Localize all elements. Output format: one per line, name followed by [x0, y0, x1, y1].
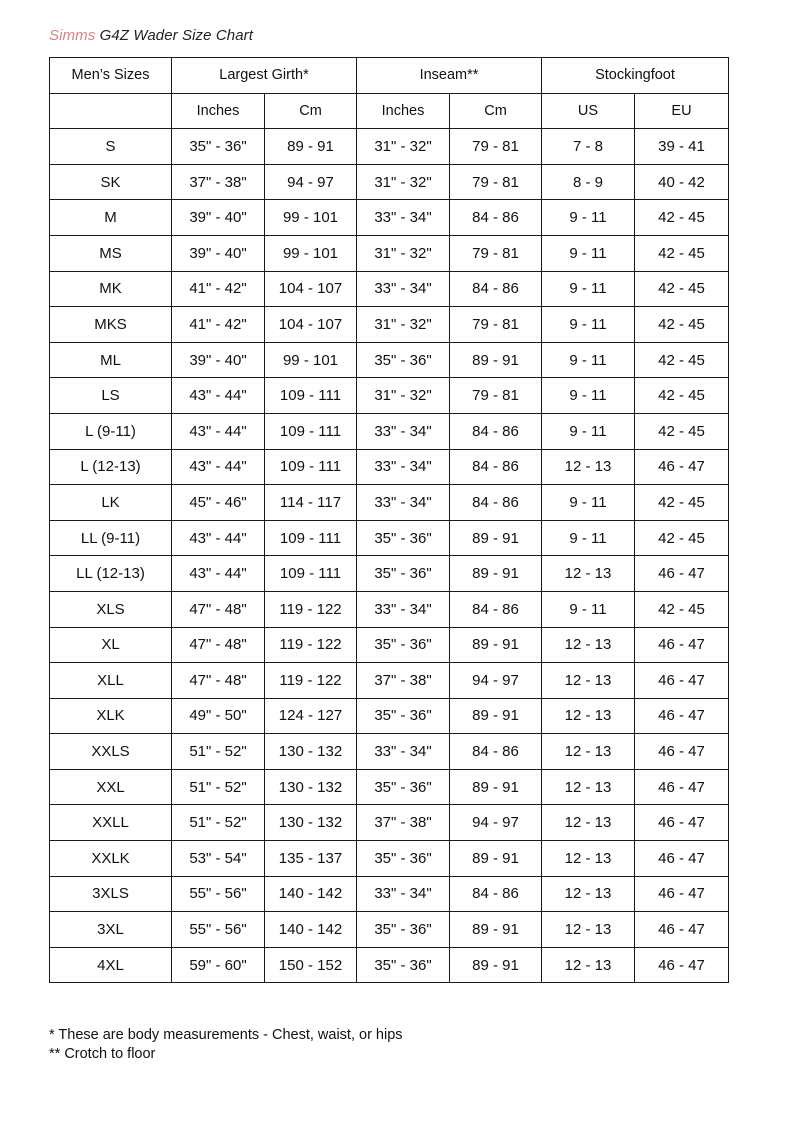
- cell-size: XL: [50, 627, 172, 663]
- table-row: [50, 841, 729, 877]
- table-row: [50, 876, 729, 912]
- cell-inseam-cm: 89 - 91: [450, 556, 542, 592]
- sub-header-row: [50, 93, 729, 129]
- cell-girth-inches: 43" - 44": [172, 449, 265, 485]
- cell-size: MKS: [50, 307, 172, 343]
- cell-girth-inches: 47" - 48": [172, 627, 265, 663]
- cell-girth-cm: 109 - 111: [265, 556, 357, 592]
- cell-size: LK: [50, 485, 172, 521]
- cell-size: XXL: [50, 769, 172, 805]
- cell-inseam-inches: 35" - 36": [357, 520, 450, 556]
- cell-girth-cm: 109 - 111: [265, 413, 357, 449]
- cell-girth-cm: 94 - 97: [265, 164, 357, 200]
- cell-girth-inches: 47" - 48": [172, 591, 265, 627]
- cell-foot-us: 12 - 13: [542, 876, 635, 912]
- subheader-girth-inches: Inches: [172, 93, 265, 129]
- cell-girth-cm: 109 - 111: [265, 449, 357, 485]
- table-row: [50, 769, 729, 805]
- cell-girth-cm: 119 - 122: [265, 663, 357, 699]
- cell-inseam-inches: 33" - 34": [357, 734, 450, 770]
- cell-girth-cm: 150 - 152: [265, 947, 357, 983]
- cell-girth-cm: 140 - 142: [265, 876, 357, 912]
- cell-size: S: [50, 129, 172, 165]
- cell-girth-inches: 55" - 56": [172, 912, 265, 948]
- table-row: [50, 235, 729, 271]
- cell-foot-eu: 42 - 45: [635, 520, 729, 556]
- cell-size: LS: [50, 378, 172, 414]
- cell-girth-cm: 135 - 137: [265, 841, 357, 877]
- cell-inseam-inches: 35" - 36": [357, 627, 450, 663]
- cell-girth-cm: 99 - 101: [265, 235, 357, 271]
- cell-girth-inches: 47" - 48": [172, 663, 265, 699]
- cell-foot-eu: 46 - 47: [635, 449, 729, 485]
- cell-girth-inches: 45" - 46": [172, 485, 265, 521]
- cell-inseam-inches: 33" - 34": [357, 413, 450, 449]
- cell-foot-eu: 42 - 45: [635, 342, 729, 378]
- cell-size: LL (9-11): [50, 520, 172, 556]
- cell-inseam-cm: 79 - 81: [450, 378, 542, 414]
- cell-girth-inches: 49" - 50": [172, 698, 265, 734]
- table-row: [50, 485, 729, 521]
- cell-foot-us: 12 - 13: [542, 805, 635, 841]
- subheader-foot-eu: EU: [635, 93, 729, 129]
- cell-inseam-inches: 33" - 34": [357, 485, 450, 521]
- cell-foot-us: 12 - 13: [542, 912, 635, 948]
- cell-girth-cm: 114 - 117: [265, 485, 357, 521]
- cell-foot-eu: 46 - 47: [635, 627, 729, 663]
- cell-foot-eu: 42 - 45: [635, 485, 729, 521]
- cell-girth-cm: 109 - 111: [265, 520, 357, 556]
- cell-inseam-inches: 31" - 32": [357, 235, 450, 271]
- cell-foot-us: 12 - 13: [542, 449, 635, 485]
- cell-foot-us: 9 - 11: [542, 378, 635, 414]
- cell-foot-eu: 46 - 47: [635, 805, 729, 841]
- cell-girth-cm: 140 - 142: [265, 912, 357, 948]
- cell-size: 3XL: [50, 912, 172, 948]
- cell-girth-inches: 37" - 38": [172, 164, 265, 200]
- cell-foot-us: 12 - 13: [542, 769, 635, 805]
- cell-foot-eu: 42 - 45: [635, 591, 729, 627]
- cell-girth-cm: 130 - 132: [265, 769, 357, 805]
- subheader-girth-cm: Cm: [265, 93, 357, 129]
- cell-girth-inches: 51" - 52": [172, 769, 265, 805]
- cell-foot-us: 9 - 11: [542, 520, 635, 556]
- cell-inseam-cm: 84 - 86: [450, 876, 542, 912]
- header-inseam: Inseam**: [357, 58, 542, 94]
- cell-size: 3XLS: [50, 876, 172, 912]
- cell-foot-eu: 40 - 42: [635, 164, 729, 200]
- table-row: [50, 591, 729, 627]
- title-text: G4Z Wader Size Chart: [95, 27, 254, 44]
- cell-foot-us: 12 - 13: [542, 556, 635, 592]
- cell-foot-eu: 42 - 45: [635, 271, 729, 307]
- cell-girth-inches: 51" - 52": [172, 734, 265, 770]
- cell-size: MK: [50, 271, 172, 307]
- cell-inseam-cm: 79 - 81: [450, 129, 542, 165]
- cell-inseam-cm: 89 - 91: [450, 769, 542, 805]
- cell-inseam-cm: 89 - 91: [450, 342, 542, 378]
- cell-inseam-cm: 94 - 97: [450, 663, 542, 699]
- table-row: [50, 627, 729, 663]
- cell-foot-eu: 42 - 45: [635, 307, 729, 343]
- header-largest-girth: Largest Girth*: [172, 58, 357, 94]
- cell-inseam-cm: 89 - 91: [450, 627, 542, 663]
- cell-inseam-inches: 33" - 34": [357, 449, 450, 485]
- header-mens-sizes: Men’s Sizes: [50, 58, 172, 94]
- table-row: [50, 307, 729, 343]
- cell-girth-inches: 43" - 44": [172, 520, 265, 556]
- chart-title: [49, 27, 253, 44]
- cell-foot-us: 12 - 13: [542, 627, 635, 663]
- cell-girth-inches: 39" - 40": [172, 235, 265, 271]
- cell-foot-us: 9 - 11: [542, 235, 635, 271]
- cell-inseam-cm: 89 - 91: [450, 841, 542, 877]
- cell-inseam-inches: 33" - 34": [357, 200, 450, 236]
- cell-inseam-inches: 35" - 36": [357, 698, 450, 734]
- cell-inseam-inches: 35" - 36": [357, 841, 450, 877]
- cell-inseam-cm: 79 - 81: [450, 307, 542, 343]
- cell-girth-inches: 55" - 56": [172, 876, 265, 912]
- cell-girth-inches: 59" - 60": [172, 947, 265, 983]
- table-row: [50, 164, 729, 200]
- cell-size: L (9-11): [50, 413, 172, 449]
- table-row: [50, 698, 729, 734]
- cell-inseam-cm: 89 - 91: [450, 520, 542, 556]
- cell-size: XLK: [50, 698, 172, 734]
- subheader-foot-us: US: [542, 93, 635, 129]
- cell-foot-us: 12 - 13: [542, 698, 635, 734]
- cell-foot-us: 9 - 11: [542, 342, 635, 378]
- cell-inseam-inches: 35" - 36": [357, 912, 450, 948]
- table-row: [50, 378, 729, 414]
- cell-foot-eu: 46 - 47: [635, 698, 729, 734]
- cell-foot-us: 12 - 13: [542, 734, 635, 770]
- cell-size: SK: [50, 164, 172, 200]
- cell-foot-eu: 42 - 45: [635, 378, 729, 414]
- cell-girth-cm: 119 - 122: [265, 591, 357, 627]
- cell-inseam-cm: 79 - 81: [450, 164, 542, 200]
- cell-girth-cm: 124 - 127: [265, 698, 357, 734]
- table-row: [50, 663, 729, 699]
- cell-size: XXLK: [50, 841, 172, 877]
- cell-inseam-cm: 89 - 91: [450, 698, 542, 734]
- cell-girth-inches: 43" - 44": [172, 413, 265, 449]
- table-row: [50, 271, 729, 307]
- table-row: [50, 200, 729, 236]
- cell-girth-inches: 41" - 42": [172, 307, 265, 343]
- cell-inseam-inches: 37" - 38": [357, 805, 450, 841]
- cell-size: M: [50, 200, 172, 236]
- cell-foot-us: 12 - 13: [542, 947, 635, 983]
- cell-inseam-cm: 84 - 86: [450, 591, 542, 627]
- cell-inseam-inches: 31" - 32": [357, 164, 450, 200]
- size-chart-table: [49, 57, 729, 983]
- subheader-inseam-cm: Cm: [450, 93, 542, 129]
- cell-foot-us: 12 - 13: [542, 841, 635, 877]
- table-row: [50, 805, 729, 841]
- cell-girth-inches: 41" - 42": [172, 271, 265, 307]
- cell-foot-eu: 46 - 47: [635, 912, 729, 948]
- cell-foot-eu: 46 - 47: [635, 876, 729, 912]
- table-row: [50, 520, 729, 556]
- cell-inseam-cm: 84 - 86: [450, 449, 542, 485]
- cell-inseam-cm: 84 - 86: [450, 271, 542, 307]
- cell-girth-inches: 39" - 40": [172, 200, 265, 236]
- cell-girth-inches: 43" - 44": [172, 378, 265, 414]
- cell-girth-cm: 99 - 101: [265, 342, 357, 378]
- cell-foot-us: 12 - 13: [542, 663, 635, 699]
- cell-girth-cm: 104 - 107: [265, 307, 357, 343]
- cell-size: XXLS: [50, 734, 172, 770]
- cell-inseam-inches: 31" - 32": [357, 378, 450, 414]
- cell-size: XLL: [50, 663, 172, 699]
- cell-size: LL (12-13): [50, 556, 172, 592]
- footnotes: [49, 1026, 403, 1064]
- header-stockingfoot: Stockingfoot: [542, 58, 729, 94]
- cell-inseam-inches: 31" - 32": [357, 307, 450, 343]
- table-row: [50, 734, 729, 770]
- cell-inseam-inches: 31" - 32": [357, 129, 450, 165]
- cell-girth-cm: 109 - 111: [265, 378, 357, 414]
- cell-inseam-inches: 35" - 36": [357, 342, 450, 378]
- table-row: [50, 947, 729, 983]
- footnote-girth: * These are body measurements - Chest, waist, or hips: [49, 1027, 403, 1043]
- cell-foot-us: 7 - 8: [542, 129, 635, 165]
- cell-inseam-inches: 35" - 36": [357, 947, 450, 983]
- group-header-row: [50, 58, 729, 94]
- cell-size: MS: [50, 235, 172, 271]
- cell-foot-us: 9 - 11: [542, 200, 635, 236]
- cell-girth-inches: 39" - 40": [172, 342, 265, 378]
- cell-foot-eu: 46 - 47: [635, 663, 729, 699]
- cell-inseam-cm: 79 - 81: [450, 235, 542, 271]
- subheader-empty: [50, 93, 172, 129]
- cell-inseam-inches: 33" - 34": [357, 591, 450, 627]
- cell-girth-cm: 104 - 107: [265, 271, 357, 307]
- table-row: [50, 413, 729, 449]
- cell-foot-us: 9 - 11: [542, 307, 635, 343]
- cell-foot-eu: 39 - 41: [635, 129, 729, 165]
- cell-foot-us: 9 - 11: [542, 271, 635, 307]
- cell-girth-cm: 119 - 122: [265, 627, 357, 663]
- cell-foot-eu: 46 - 47: [635, 947, 729, 983]
- cell-girth-cm: 89 - 91: [265, 129, 357, 165]
- cell-inseam-cm: 84 - 86: [450, 485, 542, 521]
- table-row: [50, 449, 729, 485]
- footnote-inseam: ** Crotch to floor: [49, 1046, 156, 1062]
- cell-inseam-cm: 84 - 86: [450, 734, 542, 770]
- cell-foot-eu: 42 - 45: [635, 235, 729, 271]
- cell-inseam-cm: 94 - 97: [450, 805, 542, 841]
- cell-inseam-inches: 33" - 34": [357, 271, 450, 307]
- cell-inseam-inches: 33" - 34": [357, 876, 450, 912]
- table-row: [50, 129, 729, 165]
- cell-foot-eu: 42 - 45: [635, 200, 729, 236]
- cell-size: 4XL: [50, 947, 172, 983]
- cell-girth-cm: 130 - 132: [265, 805, 357, 841]
- cell-foot-eu: 46 - 47: [635, 769, 729, 805]
- cell-foot-eu: 46 - 47: [635, 841, 729, 877]
- cell-size: XXLL: [50, 805, 172, 841]
- cell-girth-cm: 130 - 132: [265, 734, 357, 770]
- brand-name: Simms: [49, 27, 96, 44]
- cell-girth-inches: 43" - 44": [172, 556, 265, 592]
- cell-foot-us: 9 - 11: [542, 413, 635, 449]
- cell-foot-eu: 42 - 45: [635, 413, 729, 449]
- cell-inseam-cm: 89 - 91: [450, 947, 542, 983]
- cell-foot-eu: 46 - 47: [635, 556, 729, 592]
- cell-inseam-inches: 35" - 36": [357, 769, 450, 805]
- cell-girth-cm: 99 - 101: [265, 200, 357, 236]
- cell-foot-us: 9 - 11: [542, 485, 635, 521]
- table-row: [50, 912, 729, 948]
- table-row: [50, 556, 729, 592]
- cell-girth-inches: 51" - 52": [172, 805, 265, 841]
- cell-foot-us: 9 - 11: [542, 591, 635, 627]
- cell-inseam-cm: 84 - 86: [450, 413, 542, 449]
- cell-inseam-cm: 84 - 86: [450, 200, 542, 236]
- cell-size: ML: [50, 342, 172, 378]
- subheader-inseam-inches: Inches: [357, 93, 450, 129]
- cell-inseam-inches: 37" - 38": [357, 663, 450, 699]
- table-row: [50, 342, 729, 378]
- cell-inseam-inches: 35" - 36": [357, 556, 450, 592]
- cell-foot-us: 8 - 9: [542, 164, 635, 200]
- cell-girth-inches: 53" - 54": [172, 841, 265, 877]
- cell-size: XLS: [50, 591, 172, 627]
- cell-foot-eu: 46 - 47: [635, 734, 729, 770]
- cell-size: L (12-13): [50, 449, 172, 485]
- cell-inseam-cm: 89 - 91: [450, 912, 542, 948]
- cell-girth-inches: 35" - 36": [172, 129, 265, 165]
